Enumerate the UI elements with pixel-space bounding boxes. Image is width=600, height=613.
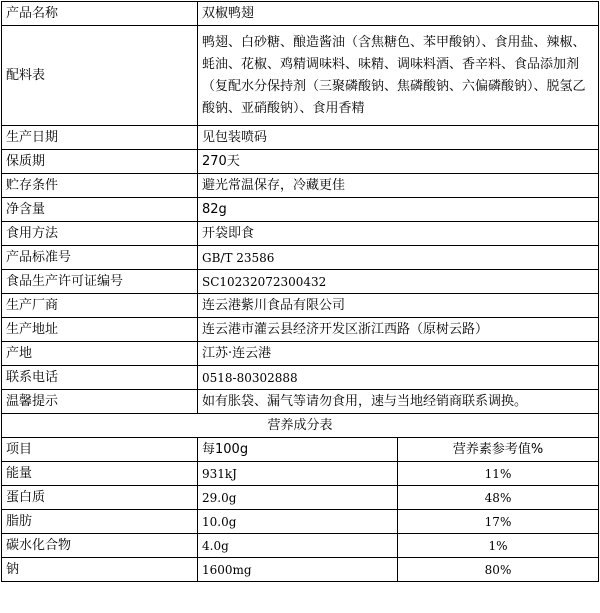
label-production-date: 生产日期	[2, 126, 198, 150]
nutrition-nrv: 1%	[398, 534, 599, 558]
row-shelf-life	[2, 150, 599, 174]
value-ingredients: 鸭翅、白砂糖、酿造酱油（含焦糖色、苯甲酸钠）、食用盐、辣椒、蚝油、花椒、鸡精调味料、味精、调味料酒、香辛料、食品添加剂（复配水分保持剂（三聚磷酸钠、焦磷酸钠、六偏磷酸钠）、脱氢乙酸钠、亚硝酸钠）、食用香精	[198, 26, 599, 126]
value-usage: 开袋即食	[198, 222, 599, 246]
value-product-name: 双椒鸭翅	[198, 2, 599, 26]
row-origin	[2, 342, 599, 366]
label-storage: 贮存条件	[2, 174, 198, 198]
row-net-content	[2, 198, 599, 222]
nutrition-item: 碳水化合物	[2, 534, 198, 558]
value-net-content: 82g	[198, 198, 599, 222]
nutrition-row-energy	[2, 462, 599, 486]
nutrition-item: 蛋白质	[2, 486, 198, 510]
nutrition-item: 脂肪	[2, 510, 198, 534]
label-product-name: 产品名称	[2, 2, 198, 26]
value-storage: 避光常温保存，冷藏更佳	[198, 174, 599, 198]
nutrition-per: 4.0g	[198, 534, 398, 558]
label-license: 食品生产许可证编号	[2, 270, 198, 294]
nutrition-header-row	[2, 438, 599, 462]
label-phone: 联系电话	[2, 366, 198, 390]
nutrition-nrv: 80%	[398, 558, 599, 582]
value-license: SC10232072300432	[198, 270, 599, 294]
nutrition-per: 931kJ	[198, 462, 398, 486]
label-standard: 产品标准号	[2, 246, 198, 270]
row-ingredients	[2, 26, 599, 126]
label-notice: 温馨提示	[2, 390, 198, 414]
row-phone	[2, 366, 599, 390]
nutrition-per: 10.0g	[198, 510, 398, 534]
value-standard: GB/T 23586	[198, 246, 599, 270]
nutrition-header-nrv: 营养素参考值%	[398, 438, 599, 462]
nutrition-row-protein	[2, 486, 599, 510]
label-net-content: 净含量	[2, 198, 198, 222]
nutrition-header-per: 每100g	[198, 438, 398, 462]
value-notice: 如有胀袋、漏气等请勿食用，速与当地经销商联系调换。	[198, 390, 599, 414]
nutrition-nrv: 17%	[398, 510, 599, 534]
row-storage	[2, 174, 599, 198]
nutrition-row-sodium	[2, 558, 599, 582]
value-origin: 江苏·连云港	[198, 342, 599, 366]
label-manufacturer: 生产厂商	[2, 294, 198, 318]
nutrition-per: 29.0g	[198, 486, 398, 510]
nutrition-row-carbohydrate	[2, 534, 599, 558]
nutrition-header-item: 项目	[2, 438, 198, 462]
value-phone: 0518-80302888	[198, 366, 599, 390]
row-usage	[2, 222, 599, 246]
label-shelf-life: 保质期	[2, 150, 198, 174]
row-address	[2, 318, 599, 342]
nutrition-row-fat	[2, 510, 599, 534]
label-usage: 食用方法	[2, 222, 198, 246]
nutrition-per: 1600mg	[198, 558, 398, 582]
label-origin: 产地	[2, 342, 198, 366]
nutrition-item: 钠	[2, 558, 198, 582]
label-address: 生产地址	[2, 318, 198, 342]
nutrition-item: 能量	[2, 462, 198, 486]
nutrition-nrv: 48%	[398, 486, 599, 510]
nutrition-nrv: 11%	[398, 462, 599, 486]
row-production-date	[2, 126, 599, 150]
label-ingredients: 配料表	[2, 26, 198, 126]
value-production-date: 见包装喷码	[198, 126, 599, 150]
nutrition-title: 营养成分表	[2, 414, 599, 438]
value-shelf-life: 270天	[198, 150, 599, 174]
value-manufacturer: 连云港紫川食品有限公司	[198, 294, 599, 318]
nutrition-title-row	[2, 414, 599, 438]
row-license	[2, 270, 599, 294]
product-label-sheet	[1, 1, 598, 582]
value-address: 连云港市灌云县经济开发区浙江西路（原树云路）	[198, 318, 599, 342]
row-product-name	[2, 2, 599, 26]
product-info-table	[1, 1, 599, 582]
row-notice	[2, 390, 599, 414]
row-standard	[2, 246, 599, 270]
row-manufacturer	[2, 294, 599, 318]
